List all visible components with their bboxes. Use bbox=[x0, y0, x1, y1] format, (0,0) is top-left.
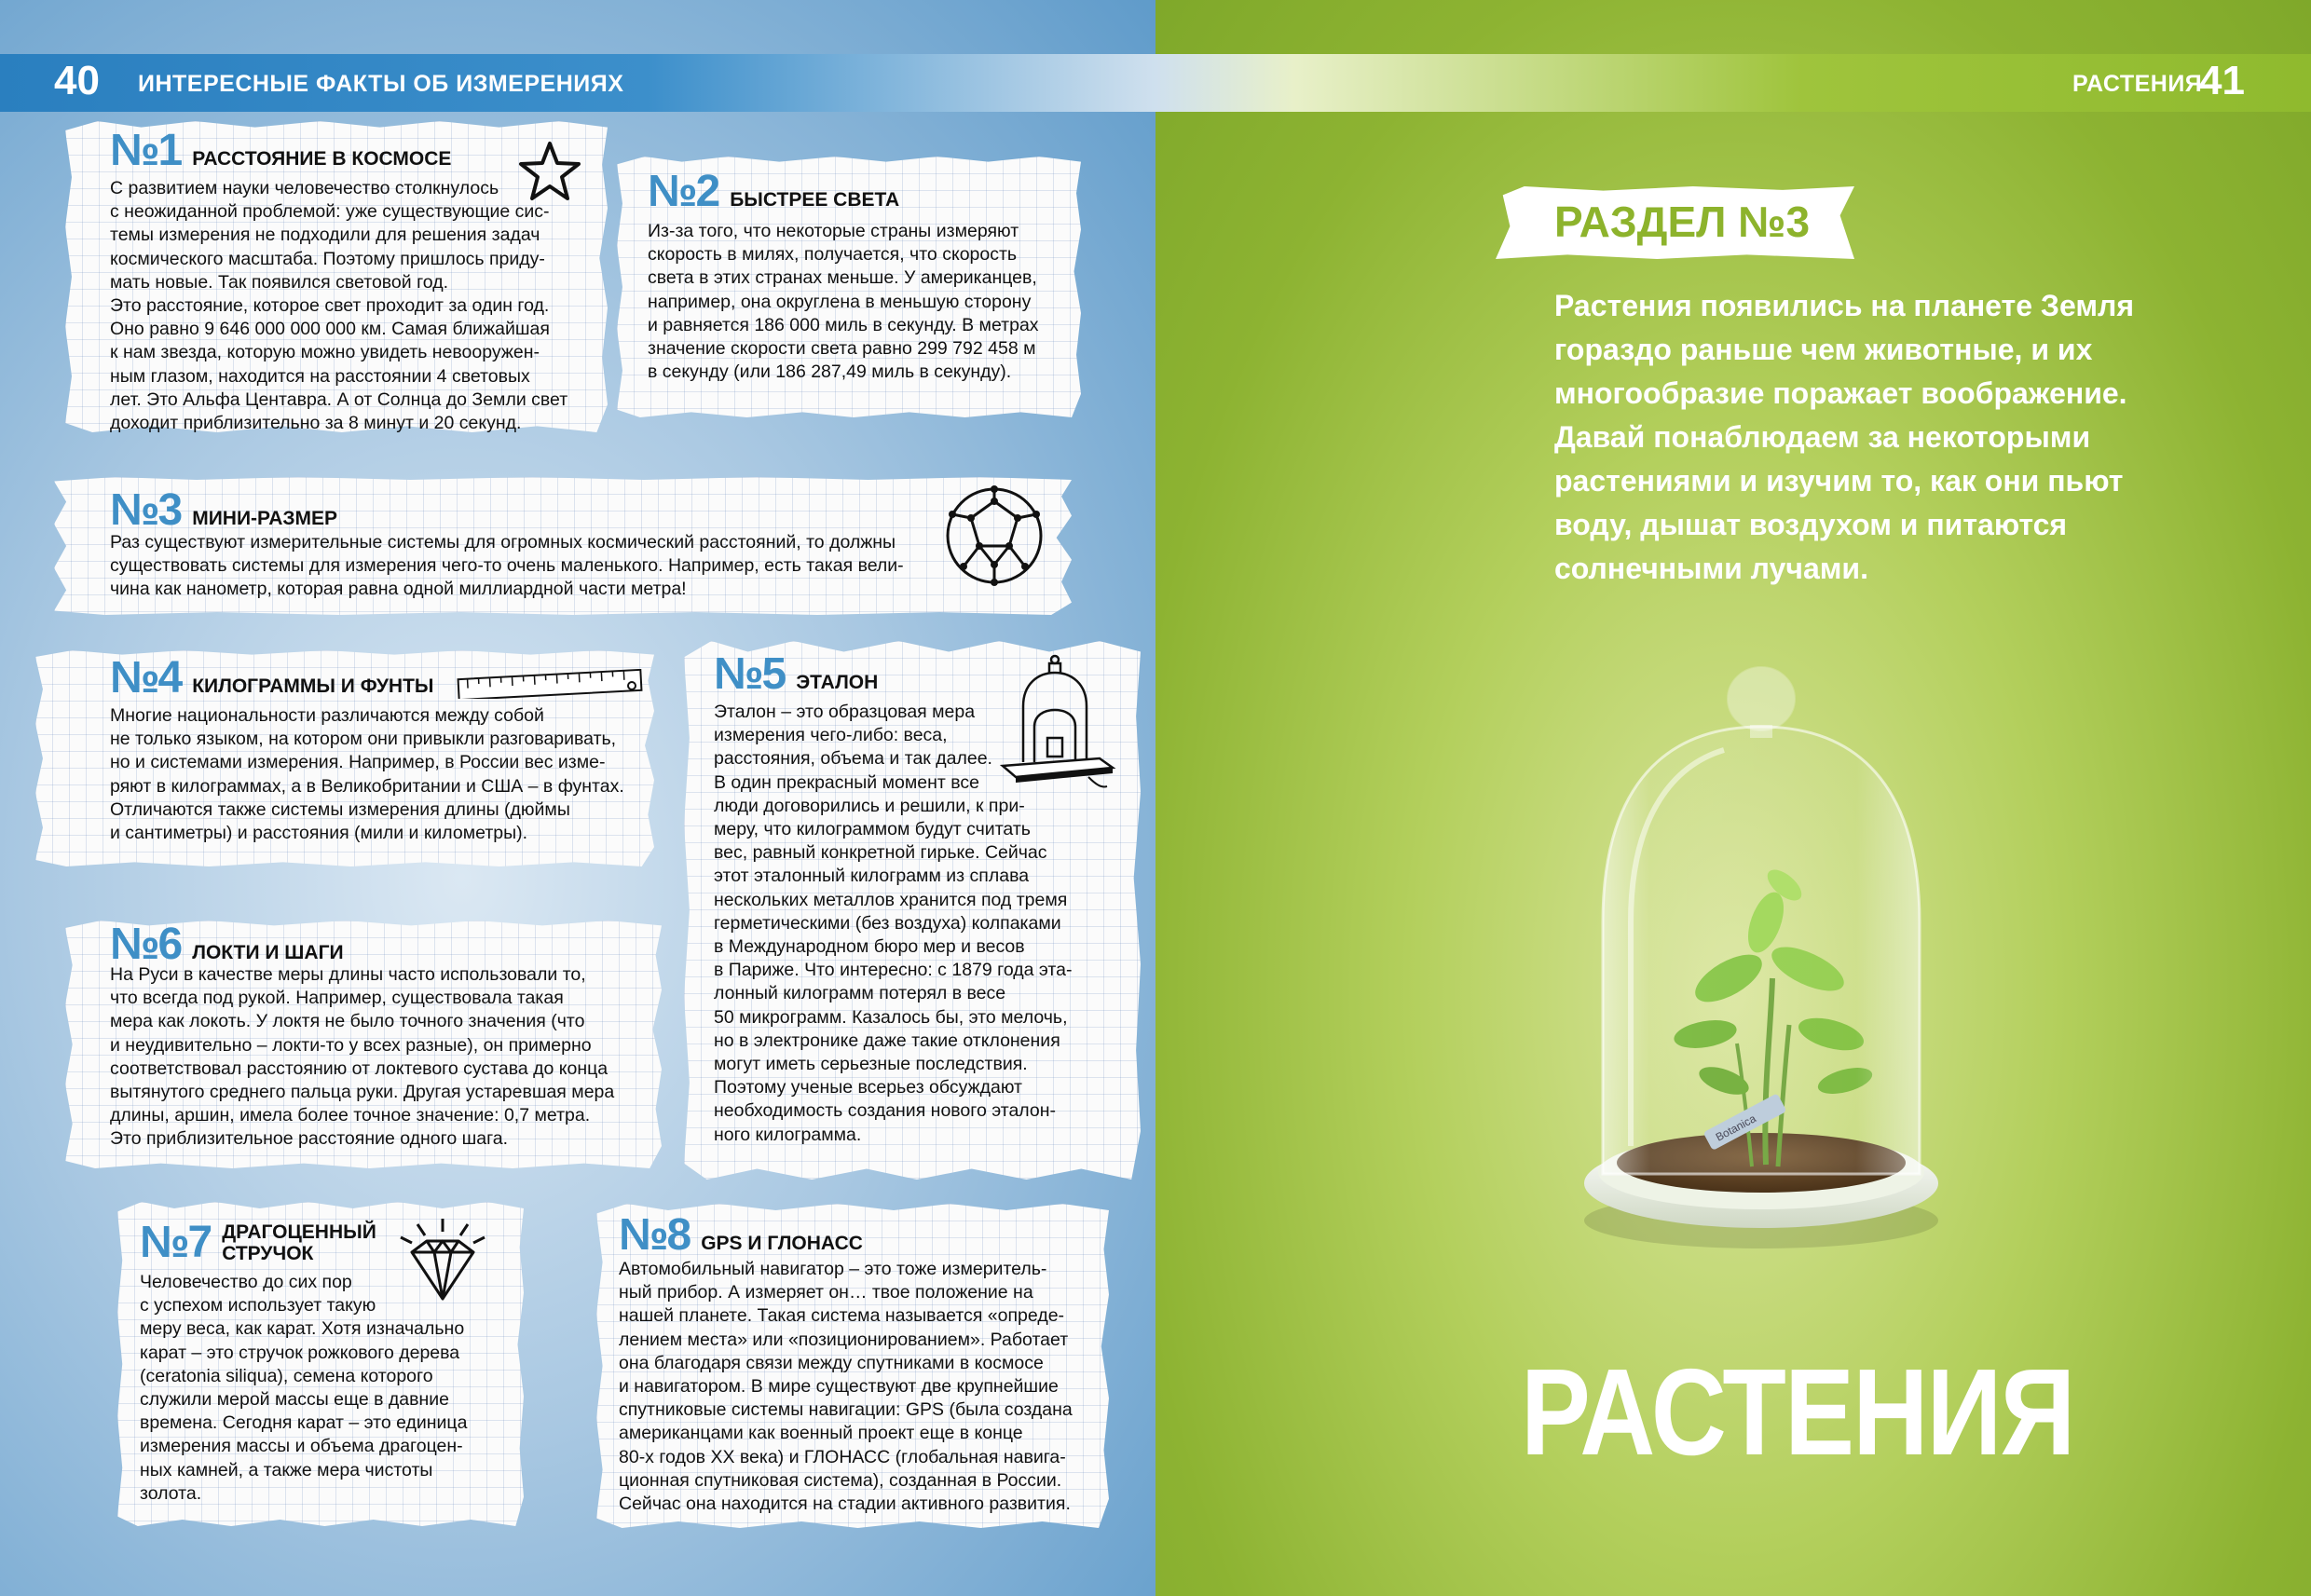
fact-1-title: РАССТОЯНИЕ В КОСМОСЕ bbox=[192, 148, 452, 170]
fact-3-text: Раз существуют измерительные системы для огромных космический расстояний, то должны существовать системы для измерения чего-то очень маленького. Например, есть такая вели- чина как нанометр, которая равна одной миллиардной части метра! bbox=[110, 532, 904, 600]
fact-3-number: №3 bbox=[110, 485, 182, 535]
fact-1-number: №1 bbox=[110, 126, 182, 175]
diamond-icon bbox=[391, 1215, 494, 1308]
fact-7-text: Человечество до сих пор с успехом использует такую меру веса, как карат. Хотя изначально карат – это стручок рожкового дерева (ceratonia siliqua), семена которого служили мерой массы еще в давние времена. Сегодня карат – это единица измерения массы и объема драгоцен- ных камней, а также мера чистоты золота. bbox=[140, 1272, 468, 1504]
section-label: РАЗДЕЛ №3 bbox=[1554, 198, 1811, 246]
fact-2-text: Из-за того, что некоторые страны измеряют скорость в милях, получается, что скорость света в этих странах меньше. У американцев, например, она округлена в меньшую сторону и равняется 186 000 миль в секунду. В метрах значение скорости света равно 299 792 458 м в секунду (или 186 287,49 миль в секунду). bbox=[648, 221, 1039, 383]
fact-7-head bbox=[140, 1218, 376, 1267]
fact-6-head bbox=[110, 922, 344, 967]
left-page-number: 40 bbox=[54, 58, 100, 103]
fact-2-head bbox=[648, 167, 900, 216]
fact-6-title: ЛОКТИ И ШАГИ bbox=[192, 942, 344, 963]
fact-8-text: Автомобильный навигатор – это тоже измеритель- ный прибор. А измеряет он… твое положение на нашей планете. Такая система называется «опреде- лением места» или «позиционированием». Работает она благодаря связи между спутниками в космосе и навигатором. В мире существуют две крупнейшие спутниковые системы навигации: GPS (была создана американцами как военный проект еще в конце 80-х годов XX века) и ГЛОНАСС (глобальная навига- ционная спутниковая система), созданная в России. Сейчас она находится на стадии активного развития. bbox=[619, 1259, 1073, 1515]
fact-8-title: GPS И ГЛОНАСС bbox=[701, 1233, 863, 1254]
fact-5-title: ЭТАЛОН bbox=[796, 672, 879, 693]
star-icon bbox=[517, 140, 582, 203]
fact-2-title: БЫСТРЕЕ СВЕТА bbox=[730, 189, 900, 211]
plant-glass-dome-illustration bbox=[1566, 643, 1957, 1258]
fact-3-head bbox=[110, 485, 338, 535]
fact-4-head bbox=[110, 653, 434, 703]
section-big-title: РАСТЕНИЯ bbox=[1521, 1344, 2074, 1480]
fact-5-head bbox=[714, 649, 879, 699]
right-page-number: 41 bbox=[2199, 58, 2245, 103]
fact-1-text: С развитием науки человечество столкнулось с неожиданной проблемой: уже существующие сис- темы измерения не подходили для решения задач космического масштаба. Поэтому пришлось приду- мать новые. Так появился световой год. Это расстояние, которое свет проходит за один год. Оно равно 9 646 000 000 000 км. Самая ближайшая к нам звезда, которую можно увидеть невооружен- ным глазом, находится на расстоянии 4 световых лет. Это Альфа Центавра. А от Солнца до Земли свет доходит приблизительно за 8 минут и 20 секунд. bbox=[110, 178, 568, 434]
fact-4-number: №4 bbox=[110, 653, 182, 703]
fullerene-molecule-icon bbox=[939, 481, 1049, 591]
fact-6-text: На Руси в качестве меры длины часто использовали то, что всегда под рукой. Например, существовала такая мера как локоть. У локтя не было точного значения (что и неудивительно – локти-то у всех разные), он примерно соответствовал расстоянию от локтевого сустава до конца вытянутого среднего пальца руки. Другая устаревшая мера длины, аршин, имела более точное значение: 0,7 метра. Это приблизительное расстояние одного шага. bbox=[110, 964, 615, 1150]
fact-3-title: МИНИ-РАЗМЕР bbox=[192, 508, 338, 529]
ruler-icon bbox=[457, 669, 643, 699]
fact-7-number: №7 bbox=[140, 1218, 212, 1267]
left-header-title: ИНТЕРЕСНЫЕ ФАКТЫ ОБ ИЗМЕРЕНИЯХ bbox=[138, 71, 624, 97]
fact-8-head bbox=[619, 1210, 863, 1260]
fact-6-number: №6 bbox=[110, 920, 182, 969]
section-intro-text: Растения появились на планете Земля гораздо раньше чем животные, и их многообразие поражает воображение. Давай понаблюдаем за некоторыми растениями и изучим то, как они пьют воду, дышат воздухом и питаются солнечными лучами. bbox=[1554, 289, 2134, 585]
fact-1-head bbox=[110, 126, 452, 175]
fact-4-title: КИЛОГРАММЫ И ФУНТЫ bbox=[192, 675, 434, 697]
fact-2-number: №2 bbox=[648, 167, 719, 216]
fact-5-number: №5 bbox=[714, 649, 786, 699]
right-header-title: РАСТЕНИЯ bbox=[2072, 71, 2203, 97]
fact-7-title: ДРАГОЦЕННЫЙ СТРУЧОК bbox=[222, 1221, 376, 1264]
fact-5-text: Эталон – это образцовая мера измерения чего-либо: веса, расстояния, объема и так далее. В один прекрасный момент все люди договорились и решили, к при- меру, что килограммом будут считать вес, равный конкретной гирьке. Сейчас этот эталонный килограмм из сплава нескольких металлов хранится под тремя герметическими (без воздуха) колпаками в Международном бюро мер и весов в Париже. Что интересно: с 1879 года эта- лонный килограмм потерял в весе 50 микрограмм. Казалось бы, это мелочь, но в электронике даже такие отклонения могут иметь серьезные последствия. Поэтому ученые всерьез обсуждают необходимость создания нового эталон- ного килограмма. bbox=[714, 702, 1073, 1145]
fact-4-text: Многие национальности различаются между собой не только языком, на котором они привыкли разговаривать, но и системами измерения. Например, в России вес изме- ряют в килограммах, а в Великобритании и США – в фунтах. Отличаются также системы измерения длины (дюймы и сантиметры) и расстояния (мили и километры). bbox=[110, 705, 624, 844]
bell-jar-kilogram-icon bbox=[997, 652, 1118, 792]
fact-8-number: №8 bbox=[619, 1210, 691, 1260]
